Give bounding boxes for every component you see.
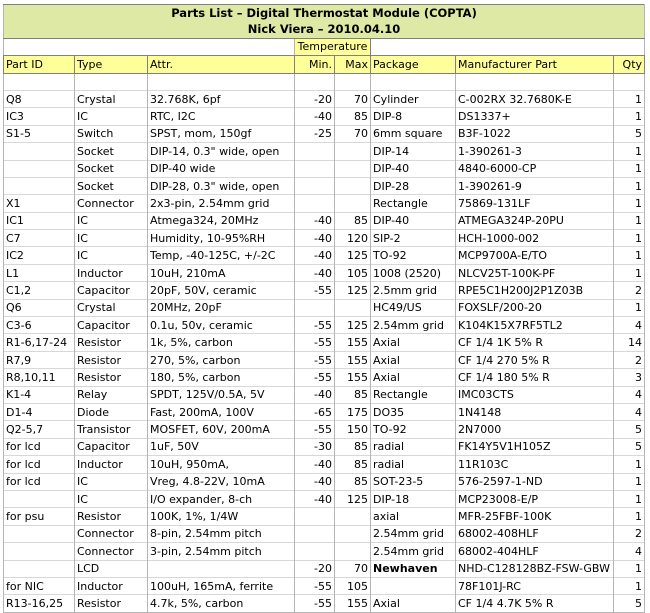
table-row [4, 508, 645, 525]
cell-type: Capacitor [75, 317, 148, 334]
cell-min: -40 [295, 230, 335, 247]
cell-part-id: Q2-5,7 [4, 421, 75, 438]
table-row [4, 230, 645, 247]
cell-package: DIP-18 [371, 490, 456, 507]
cell-min [295, 525, 335, 542]
cell-min [295, 543, 335, 560]
cell-type: Transistor [75, 421, 148, 438]
cell-qty: 1 [614, 577, 645, 594]
table-row [4, 334, 645, 351]
cell-part-id: K1-4 [4, 386, 75, 403]
cell-attr: 20MHz, 20pF [148, 299, 295, 316]
cell-package: Axial [371, 369, 456, 386]
cell-manufacturer-part: C-002RX 32.7680K-E [456, 90, 614, 107]
header-qty: Qty [614, 56, 645, 73]
cell-attr: SPST, mom, 150gf [148, 125, 295, 142]
cell-attr: RTC, I2C [148, 108, 295, 125]
table-row [4, 421, 645, 438]
cell-package: radial [371, 456, 456, 473]
cell-part-id [4, 525, 75, 542]
cell-min: -40 [295, 108, 335, 125]
cell-max: 125 [335, 282, 371, 299]
cell-package: Cylinder [371, 90, 456, 107]
table-row [4, 473, 645, 490]
cell-manufacturer-part: B3F-1022 [456, 125, 614, 142]
cell-min: -40 [295, 386, 335, 403]
cell-attr: MOSFET, 60V, 200mA [148, 421, 295, 438]
cell-package: axial [371, 508, 456, 525]
cell-package: DIP-40 [371, 160, 456, 177]
cell-package: Axial [371, 595, 456, 612]
cell-package: Axial [371, 351, 456, 368]
table-row [4, 386, 645, 403]
cell-qty: 1 [614, 490, 645, 507]
cell-min: -30 [295, 438, 335, 455]
cell-max [335, 508, 371, 525]
cell-type: LCD [75, 560, 148, 577]
cell-type: Inductor [75, 456, 148, 473]
cell-part-id: L1 [4, 264, 75, 281]
cell-type: Crystal [75, 90, 148, 107]
cell-min: -40 [295, 264, 335, 281]
cell-attr: 100K, 1%, 1/4W [148, 508, 295, 525]
cell-part-id: C7 [4, 230, 75, 247]
cell-type: Resistor [75, 334, 148, 351]
cell-max: 85 [335, 438, 371, 455]
cell-manufacturer-part: 4840-6000-CP [456, 160, 614, 177]
table-row [4, 560, 645, 577]
table-row [4, 125, 645, 142]
sheet-title: Parts List – Digital Thermostat Module (COPTA) [4, 5, 645, 22]
cell-manufacturer-part: CF 1/4 1K 5% R [456, 334, 614, 351]
cell-min: -40 [295, 473, 335, 490]
subtitle-row [4, 21, 645, 38]
cell-attr: 0.1u, 50v, ceramic [148, 317, 295, 334]
cell-min [295, 299, 335, 316]
table-row [4, 456, 645, 473]
column-header-row [4, 56, 645, 73]
table-row [4, 438, 645, 455]
cell-manufacturer-part: K104K15X7RF5TL2 [456, 317, 614, 334]
cell-min: -55 [295, 351, 335, 368]
cell-manufacturer-part: 11R103C [456, 456, 614, 473]
cell-qty: 5 [614, 595, 645, 612]
cell-type: Crystal [75, 299, 148, 316]
table-row [4, 299, 645, 316]
cell-type: IC [75, 108, 148, 125]
cell-attr: 270, 5%, carbon [148, 351, 295, 368]
cell-min: -55 [295, 369, 335, 386]
cell-manufacturer-part: 68002-408HLF [456, 525, 614, 542]
cell-manufacturer-part: NHD-C128128BZ-FSW-GBW [456, 560, 614, 577]
cell-attr [148, 560, 295, 577]
cell-part-id [4, 490, 75, 507]
cell-qty: 5 [614, 438, 645, 455]
cell-max: 85 [335, 386, 371, 403]
cell-type: Resistor [75, 508, 148, 525]
cell-attr: DIP-40 wide [148, 160, 295, 177]
cell-type: IC [75, 230, 148, 247]
cell-min: -40 [295, 456, 335, 473]
cell-max: 120 [335, 230, 371, 247]
cell-min: -40 [295, 247, 335, 264]
cell-package: DIP-14 [371, 143, 456, 160]
cell-attr: Fast, 200mA, 100V [148, 403, 295, 420]
cell-max [335, 299, 371, 316]
cell-part-id: IC2 [4, 247, 75, 264]
cell-package: Rectangle [371, 195, 456, 212]
cell-min [295, 160, 335, 177]
cell-manufacturer-part: 1N4148 [456, 403, 614, 420]
cell-max [335, 160, 371, 177]
cell-manufacturer-part: 78F101J-RC [456, 577, 614, 594]
empty-cell [4, 38, 295, 55]
cell-type: Socket [75, 177, 148, 194]
cell-package: TO-92 [371, 421, 456, 438]
cell-manufacturer-part: FK14Y5V1H105Z [456, 438, 614, 455]
cell-qty: 2 [614, 282, 645, 299]
cell-manufacturer-part: MCP9700A-E/TO [456, 247, 614, 264]
cell-qty: 4 [614, 386, 645, 403]
cell-max [335, 195, 371, 212]
cell-package: DIP-28 [371, 177, 456, 194]
cell-manufacturer-part: 576-2597-1-ND [456, 473, 614, 490]
cell-manufacturer-part: CF 1/4 4.7K 5% R [456, 595, 614, 612]
cell-max: 125 [335, 317, 371, 334]
cell-package: HC49/US [371, 299, 456, 316]
cell-type: Inductor [75, 577, 148, 594]
cell-type: Capacitor [75, 438, 148, 455]
cell-package: DIP-8 [371, 108, 456, 125]
cell-part-id: IC3 [4, 108, 75, 125]
cell-type: Connector [75, 525, 148, 542]
cell-part-id: for psu [4, 508, 75, 525]
table-row [4, 143, 645, 160]
cell-attr: 100uH, 165mA, ferrite [148, 577, 295, 594]
cell-attr: I/O expander, 8-ch [148, 490, 295, 507]
header-manufacturer-part: Manufacturer Part [456, 56, 614, 73]
table-row [4, 369, 645, 386]
cell-package: Axial [371, 334, 456, 351]
cell-max: 155 [335, 369, 371, 386]
cell-attr: 1uF, 50V [148, 438, 295, 455]
cell-manufacturer-part: NLCV25T-100K-PF [456, 264, 614, 281]
cell-qty: 2 [614, 525, 645, 542]
cell-package: SIP-2 [371, 230, 456, 247]
cell-min [295, 177, 335, 194]
cell-manufacturer-part: RPE5C1H200J2P1Z03B [456, 282, 614, 299]
cell-min: -20 [295, 90, 335, 107]
cell-max [335, 525, 371, 542]
cell-max: 85 [335, 473, 371, 490]
cell-min: -40 [295, 490, 335, 507]
cell-manufacturer-part: MCP23008-E/P [456, 490, 614, 507]
cell-min [295, 195, 335, 212]
cell-qty: 1 [614, 212, 645, 229]
parts-list-table [3, 4, 645, 613]
cell-max: 175 [335, 403, 371, 420]
cell-manufacturer-part: 75869-131LF [456, 195, 614, 212]
cell-manufacturer-part: ATMEGA324P-20PU [456, 212, 614, 229]
cell-type: Diode [75, 403, 148, 420]
cell-attr: Vreg, 4.8-22V, 10mA [148, 473, 295, 490]
cell-part-id: C1,2 [4, 282, 75, 299]
cell-qty: 1 [614, 473, 645, 490]
cell-part-id [4, 160, 75, 177]
cell-qty: 2 [614, 351, 645, 368]
cell-qty: 4 [614, 543, 645, 560]
cell-part-id [4, 143, 75, 160]
cell-qty: 4 [614, 317, 645, 334]
cell-max [335, 177, 371, 194]
cell-attr: DIP-14, 0.3" wide, open [148, 143, 295, 160]
cell-package: 2.54mm grid [371, 317, 456, 334]
cell-manufacturer-part: CF 1/4 270 5% R [456, 351, 614, 368]
cell-type: Inductor [75, 264, 148, 281]
cell-qty: 1 [614, 108, 645, 125]
cell-manufacturer-part: 1-390261-9 [456, 177, 614, 194]
table-row [4, 264, 645, 281]
cell-min: -20 [295, 560, 335, 577]
cell-attr: 20pF, 50V, ceramic [148, 282, 295, 299]
header-attr: Attr. [148, 56, 295, 73]
table-row [4, 595, 645, 612]
table-row [4, 525, 645, 542]
cell-manufacturer-part: CF 1/4 180 5% R [456, 369, 614, 386]
cell-manufacturer-part: IMC03CTS [456, 386, 614, 403]
cell-type: IC [75, 490, 148, 507]
cell-attr: Temp, -40-125C, +/-2C [148, 247, 295, 264]
cell-manufacturer-part: FOXSLF/200-20 [456, 299, 614, 316]
cell-package [371, 577, 456, 594]
cell-part-id: C3-6 [4, 317, 75, 334]
cell-attr: 1k, 5%, carbon [148, 334, 295, 351]
header-part-id: Part ID [4, 56, 75, 73]
cell-manufacturer-part: DS1337+ [456, 108, 614, 125]
cell-qty: 1 [614, 508, 645, 525]
cell-attr: 2x3-pin, 2.54mm grid [148, 195, 295, 212]
cell-package: DIP-40 [371, 212, 456, 229]
cell-qty: 1 [614, 177, 645, 194]
cell-min: -55 [295, 282, 335, 299]
table-row [4, 108, 645, 125]
cell-min: -40 [295, 212, 335, 229]
cell-manufacturer-part: HCH-1000-002 [456, 230, 614, 247]
cell-type: Capacitor [75, 282, 148, 299]
cell-manufacturer-part: 1-390261-3 [456, 143, 614, 160]
cell-max: 125 [335, 490, 371, 507]
cell-manufacturer-part: 2N7000 [456, 421, 614, 438]
cell-part-id: D1-4 [4, 403, 75, 420]
cell-min: -55 [295, 421, 335, 438]
cell-part-id: X1 [4, 195, 75, 212]
cell-max: 70 [335, 560, 371, 577]
cell-attr: SPDT, 125V/0.5A, 5V [148, 386, 295, 403]
empty-cell [371, 38, 645, 55]
cell-package: TO-92 [371, 247, 456, 264]
header-max: Max [335, 56, 371, 73]
cell-attr: Atmega324, 20MHz [148, 212, 295, 229]
cell-part-id [4, 177, 75, 194]
cell-attr: 4.7k, 5%, carbon [148, 595, 295, 612]
cell-attr: DIP-28, 0.3" wide, open [148, 177, 295, 194]
cell-package: 2.54mm grid [371, 525, 456, 542]
table-row [4, 160, 645, 177]
cell-part-id: for NIC [4, 577, 75, 594]
cell-max: 105 [335, 577, 371, 594]
cell-max: 150 [335, 421, 371, 438]
cell-max: 85 [335, 212, 371, 229]
cell-part-id [4, 560, 75, 577]
cell-max [335, 143, 371, 160]
cell-type: Relay [75, 386, 148, 403]
cell-part-id: R13-16,25 [4, 595, 75, 612]
cell-attr: 180, 5%, carbon [148, 369, 295, 386]
cell-type: Socket [75, 143, 148, 160]
cell-max: 70 [335, 125, 371, 142]
header-type: Type [75, 56, 148, 73]
cell-part-id: R7,9 [4, 351, 75, 368]
cell-type: Switch [75, 125, 148, 142]
cell-max: 70 [335, 90, 371, 107]
cell-qty: 1 [614, 160, 645, 177]
cell-attr: Humidity, 10-95%RH [148, 230, 295, 247]
cell-part-id [4, 543, 75, 560]
cell-qty: 1 [614, 560, 645, 577]
cell-attr: 8-pin, 2.54mm pitch [148, 525, 295, 542]
table-row [4, 577, 645, 594]
table-row [4, 543, 645, 560]
cell-part-id: Q8 [4, 90, 75, 107]
cell-type: Resistor [75, 369, 148, 386]
cell-qty: 1 [614, 299, 645, 316]
header-package: Package [371, 56, 456, 73]
cell-part-id: R1-6,17-24 [4, 334, 75, 351]
cell-max: 125 [335, 247, 371, 264]
cell-min: -55 [295, 577, 335, 594]
cell-max: 85 [335, 456, 371, 473]
cell-type: Connector [75, 195, 148, 212]
cell-package: Newhaven [371, 560, 456, 577]
cell-type: IC [75, 212, 148, 229]
header-min: Min. [295, 56, 335, 73]
sheet-subtitle: Nick Viera – 2010.04.10 [4, 21, 645, 38]
cell-max: 105 [335, 264, 371, 281]
table-row [4, 490, 645, 507]
cell-type: Connector [75, 543, 148, 560]
cell-max: 155 [335, 351, 371, 368]
cell-min: -55 [295, 334, 335, 351]
cell-package: 1008 (2520) [371, 264, 456, 281]
table-row [4, 195, 645, 212]
cell-qty: 1 [614, 195, 645, 212]
temperature-group-header: Temperature [295, 38, 371, 55]
cell-package: radial [371, 438, 456, 455]
cell-attr: 32.768K, 6pf [148, 90, 295, 107]
cell-part-id: IC1 [4, 212, 75, 229]
cell-max: 155 [335, 595, 371, 612]
cell-min: -25 [295, 125, 335, 142]
cell-part-id: for lcd [4, 438, 75, 455]
cell-package: 2.54mm grid [371, 543, 456, 560]
temperature-group-row [4, 38, 645, 55]
cell-qty: 1 [614, 90, 645, 107]
cell-part-id: for lcd [4, 456, 75, 473]
cell-package: DO35 [371, 403, 456, 420]
cell-min: -55 [295, 595, 335, 612]
cell-type: Resistor [75, 595, 148, 612]
cell-max: 155 [335, 334, 371, 351]
cell-qty: 5 [614, 125, 645, 142]
table-row [4, 351, 645, 368]
cell-min: -65 [295, 403, 335, 420]
cell-package: 2.5mm grid [371, 282, 456, 299]
cell-qty: 1 [614, 456, 645, 473]
cell-package: SOT-23-5 [371, 473, 456, 490]
cell-qty: 14 [614, 334, 645, 351]
spacer-row [4, 73, 645, 90]
cell-type: IC [75, 473, 148, 490]
cell-type: IC [75, 247, 148, 264]
cell-part-id: S1-5 [4, 125, 75, 142]
cell-manufacturer-part: MFR-25FBF-100K [456, 508, 614, 525]
table-row [4, 247, 645, 264]
cell-qty: 1 [614, 264, 645, 281]
cell-attr: 10uH, 950mA, [148, 456, 295, 473]
cell-attr: 3-pin, 2.54mm pitch [148, 543, 295, 560]
cell-qty: 4 [614, 403, 645, 420]
cell-package: Rectangle [371, 386, 456, 403]
title-row [4, 5, 645, 22]
cell-min: -55 [295, 317, 335, 334]
cell-qty: 1 [614, 143, 645, 160]
table-row [4, 212, 645, 229]
table-row [4, 403, 645, 420]
cell-part-id: R8,10,11 [4, 369, 75, 386]
cell-max [335, 543, 371, 560]
cell-min [295, 143, 335, 160]
cell-qty: 1 [614, 230, 645, 247]
cell-package: 6mm square [371, 125, 456, 142]
table-row [4, 282, 645, 299]
cell-type: Socket [75, 160, 148, 177]
cell-part-id: for lcd [4, 473, 75, 490]
table-row [4, 317, 645, 334]
cell-qty: 5 [614, 421, 645, 438]
cell-qty: 1 [614, 247, 645, 264]
table-row [4, 177, 645, 194]
cell-max: 85 [335, 108, 371, 125]
cell-part-id: Q6 [4, 299, 75, 316]
cell-type: Resistor [75, 351, 148, 368]
table-row [4, 90, 645, 107]
cell-manufacturer-part: 68002-404HLF [456, 543, 614, 560]
cell-min [295, 508, 335, 525]
cell-attr: 10uH, 210mA [148, 264, 295, 281]
cell-qty: 3 [614, 369, 645, 386]
